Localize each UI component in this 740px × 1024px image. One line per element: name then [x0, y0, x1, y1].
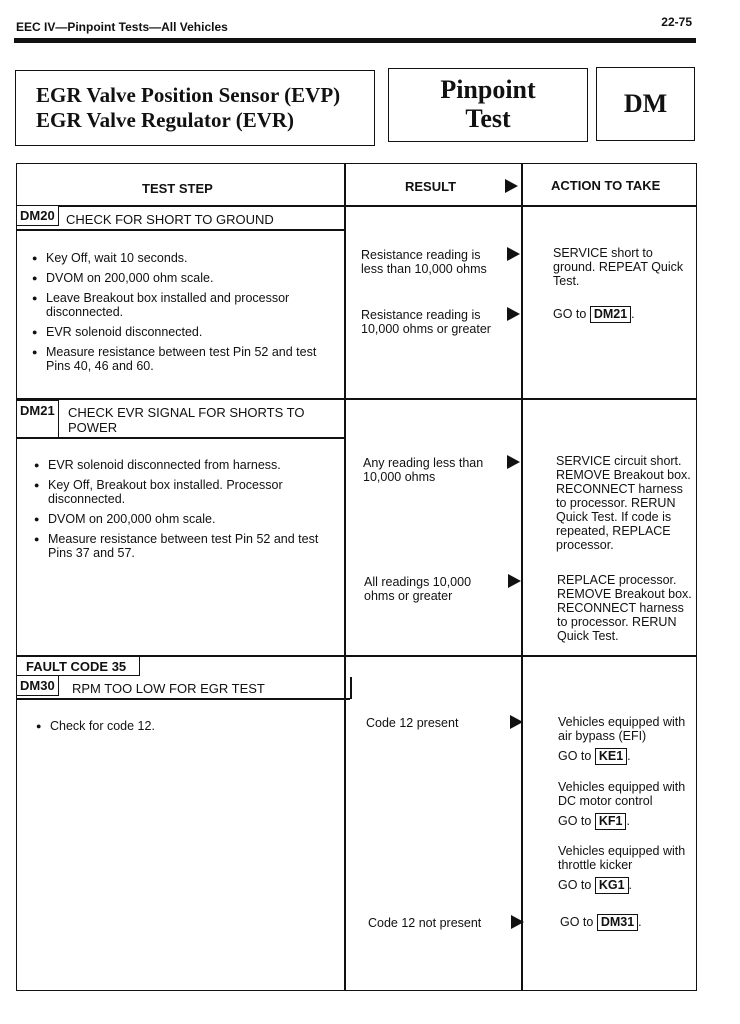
dm30-bullets — [36, 719, 326, 739]
column-header-result: RESULT — [405, 179, 457, 194]
title-box — [15, 70, 375, 146]
period: . — [626, 814, 630, 828]
list-item: ● Check for code 12. — [36, 719, 326, 733]
dm30-result-1: Code 12 present — [366, 716, 459, 730]
title-line-1: EGR Valve Position Sensor (EVP) — [36, 83, 341, 107]
column-header-test-step: TEST STEP — [142, 181, 213, 196]
goto-text: GO to — [558, 878, 592, 892]
step-title-dm21: CHECK EVR SIGNAL FOR SHORTS TO POWER — [68, 405, 305, 435]
ref-kf1[interactable]: KF1 — [595, 813, 627, 830]
arrow-icon — [510, 715, 523, 729]
goto-text: GO to — [558, 749, 592, 763]
dm30-action-ke1 — [558, 715, 698, 765]
goto-text: GO to — [553, 307, 587, 321]
list-item: ● Key Off, Breakout box installed. Processor disconnected. — [34, 478, 334, 506]
dm21-action-2: REPLACE processor. REMOVE Breakout box. RECONNECT harness to processor. RERUN Quick Test. — [557, 573, 692, 643]
ref-dm21[interactable]: DM21 — [590, 306, 631, 323]
step-tag-dm21: DM21 — [16, 400, 59, 438]
ref-kg1[interactable]: KG1 — [595, 877, 629, 894]
step-header-dm30 — [16, 677, 59, 695]
goto-text: GO to — [558, 814, 592, 828]
list-item: ● DVOM on 200,000 ohm scale. — [34, 512, 334, 526]
period: . — [638, 915, 642, 929]
period: . — [628, 878, 633, 892]
header-row-divider — [16, 205, 697, 207]
arrow-icon — [508, 574, 521, 588]
list-item: ● Key Off, wait 10 seconds. — [32, 251, 332, 265]
page-number: 22-75 — [661, 15, 692, 29]
pinpoint-test-box — [388, 68, 588, 142]
list-item: ● Leave Breakout box installed and processor disconnected. — [32, 291, 332, 319]
action-text: Vehicles equipped with throttle kicker — [558, 844, 686, 872]
period: . — [627, 749, 631, 763]
pinpoint-label: Pinpoint — [440, 75, 536, 104]
test-code-box: DM — [596, 67, 695, 141]
arrow-icon — [507, 455, 520, 469]
list-item: ● Measure resistance between test Pin 52 and test Pins 37 and 57. — [34, 532, 334, 560]
column-divider-2 — [521, 163, 523, 991]
action-text: Vehicles equipped with air bypass (EFI) — [558, 715, 686, 743]
list-item: ● DVOM on 200,000 ohm scale. — [32, 271, 332, 285]
title-line-2: EGR Valve Regulator (EVR) — [36, 108, 295, 132]
step-header-underline — [16, 229, 344, 231]
dm21-result-2: All readings 10,000 ohms or greater — [364, 575, 472, 603]
ref-dm31[interactable]: DM31 — [597, 914, 638, 931]
dm20-bullets — [32, 251, 332, 379]
dm30-action-dm31 — [560, 914, 642, 931]
arrow-icon — [511, 915, 524, 929]
fault-code-label: FAULT CODE 35 — [16, 657, 140, 676]
dm30-action-kg1 — [558, 844, 698, 894]
row-divider-1 — [16, 398, 697, 400]
dm20-action-2 — [553, 306, 635, 323]
column-divider-1 — [344, 163, 346, 991]
arrow-icon — [507, 247, 520, 261]
dm21-bullets — [34, 458, 334, 566]
dm20-result-2: Resistance reading is 10,000 ohms or greater — [361, 308, 491, 336]
step-header-underline — [16, 698, 350, 700]
step-header-dm20 — [16, 207, 59, 225]
step-header-dm21 — [16, 400, 59, 438]
list-item: ● EVR solenoid disconnected. — [32, 325, 332, 339]
step-header-underline — [16, 437, 344, 439]
action-text: Vehicles equipped with DC motor control — [558, 780, 686, 808]
dm21-action-1: SERVICE circuit short. REMOVE Breakout box. RECONNECT harness to processor. RERUN Quick Test. If code is repeated, REPLACE processor. — [556, 454, 691, 552]
arrow-icon — [505, 179, 518, 193]
dm20-result-1: Resistance reading is less than 10,000 ohms — [361, 248, 487, 276]
dm20-action-1: SERVICE short to ground. REPEAT Quick Test. — [553, 246, 684, 288]
list-item: ● Measure resistance between test Pin 52 and test Pins 40, 46 and 60. — [32, 345, 332, 373]
arrow-icon — [507, 307, 520, 321]
test-label: Test — [465, 104, 511, 133]
step-title-dm30: RPM TOO LOW FOR EGR TEST — [72, 681, 265, 696]
column-header-action: ACTION TO TAKE — [551, 178, 661, 193]
goto-text: GO to — [560, 915, 594, 929]
period: . — [631, 307, 635, 321]
step-tag-dm20: DM20 — [16, 205, 59, 226]
step-title-dm20: CHECK FOR SHORT TO GROUND — [66, 212, 274, 227]
list-item: ● EVR solenoid disconnected from harness. — [34, 458, 334, 472]
dm30-action-kf1 — [558, 780, 698, 830]
step-tag-dm30: DM30 — [16, 675, 59, 696]
dm30-result-2: Code 12 not present — [368, 916, 482, 930]
dm21-result-1: Any reading less than 10,000 ohms — [363, 456, 484, 484]
header-rule — [14, 38, 696, 43]
ref-ke1[interactable]: KE1 — [595, 748, 627, 765]
running-header: EEC IV—Pinpoint Tests—All Vehicles — [16, 20, 228, 34]
step-header-border — [350, 677, 352, 699]
